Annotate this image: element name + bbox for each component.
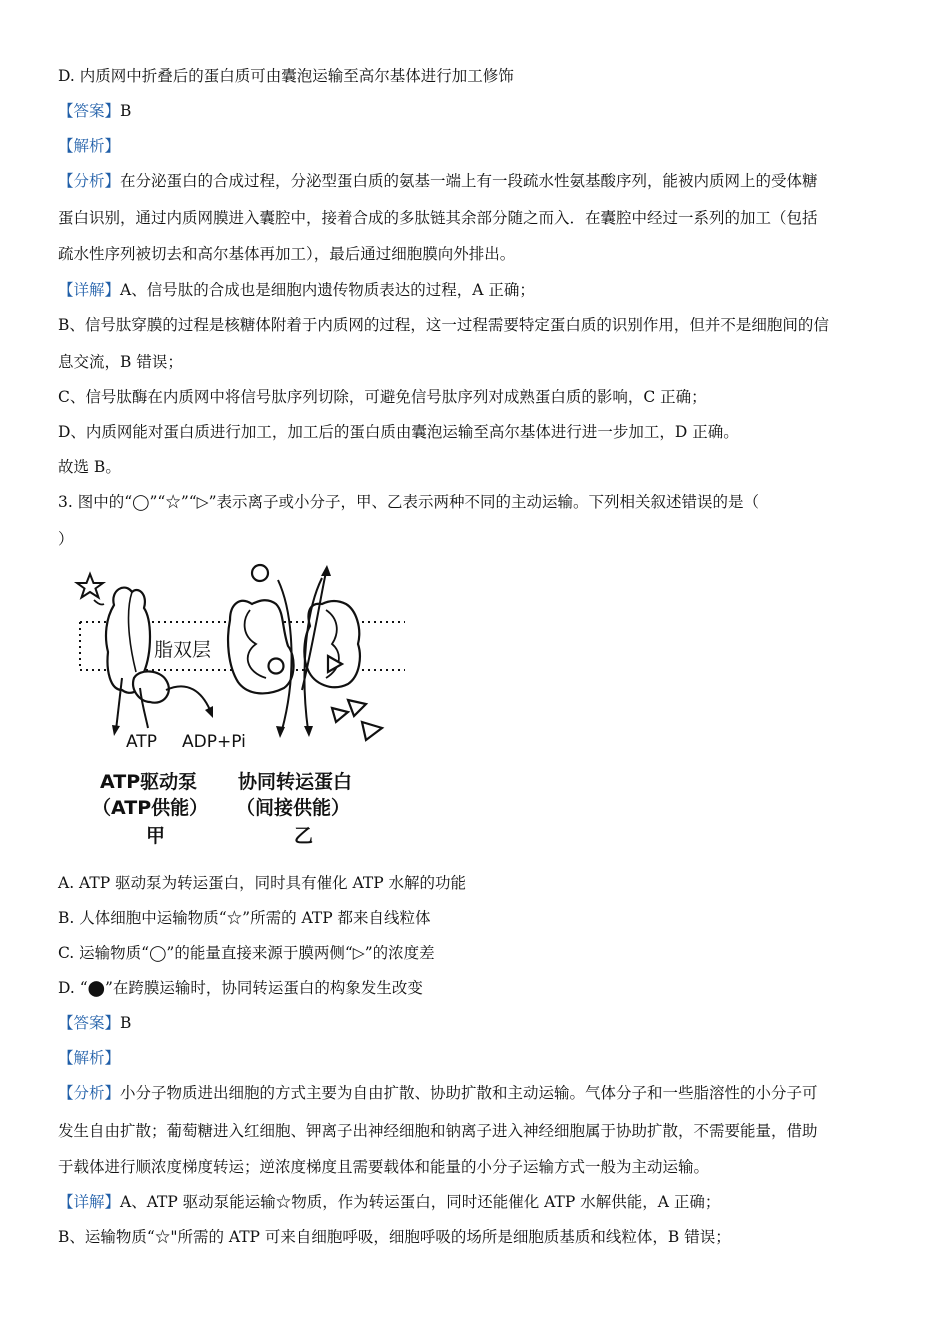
cotransport-energy: （间接供能） bbox=[236, 797, 351, 819]
option-a: A. ATP 驱动泵为转运蛋白，同时具有催化 ATP 水解的功能 bbox=[58, 874, 467, 892]
triangle-molecule-icon bbox=[362, 722, 382, 740]
star-molecule-icon bbox=[77, 574, 103, 598]
section-tag: 【答案】 bbox=[58, 1014, 121, 1032]
paragraph-line: 于载体进行顺浓度梯度转运；逆浓度梯度且需要载体和能量的小分子运输方式一般为主动运输。 bbox=[58, 1158, 710, 1176]
paragraph-line: 故选 B。 bbox=[58, 458, 121, 476]
option-c: C. 运输物质“◯”的能量直接来源于膜两侧“▷”的浓度差 bbox=[58, 944, 435, 962]
pump-id: 甲 bbox=[146, 825, 166, 847]
section-tag: 【分析】 bbox=[58, 1084, 121, 1102]
cotransport-protein-left bbox=[228, 600, 294, 693]
cotransport-name: 协同转运蛋白 bbox=[238, 771, 353, 793]
paragraph-line: 发生自由扩散；葡萄糖进入红细胞、钾离子出神经细胞和钠离子进入神经细胞属于协助扩散，不需要能量，借助 bbox=[58, 1122, 818, 1140]
section-tag: 【答案】 bbox=[58, 102, 121, 120]
paragraph-line: B、信号肽穿膜的过程是核糖体附着于内质网的过程，这一过程需要特定蛋白质的识别作用，但并不是细胞间的信 bbox=[58, 316, 829, 334]
paragraph-line: B、运输物质“☆"所需的 ATP 可来自细胞呼吸，细胞呼吸的场所是细胞质基质和线粒体，B 错误； bbox=[58, 1228, 731, 1246]
answer-label: 【答案】B bbox=[58, 102, 132, 120]
circle-in-protein-icon bbox=[269, 659, 284, 674]
section-tag: 【分析】 bbox=[58, 172, 121, 190]
option-b: B. 人体细胞中运输物质“☆”所需的 ATP 都来自线粒体 bbox=[58, 909, 431, 927]
paragraph-line: D、内质网能对蛋白质进行加工，加工后的蛋白质由囊泡运输至高尔基体进行进一步加工，D 正确。 bbox=[58, 423, 739, 441]
section-tag: 【详解】 bbox=[58, 1193, 121, 1211]
question-3-stem-end: ） bbox=[58, 530, 74, 548]
answer-label: 【答案】B bbox=[58, 1014, 132, 1032]
option-d: D. “⬤”在跨膜运输时，协同转运蛋白的构象发生改变 bbox=[58, 979, 423, 997]
pump-name: ATP驱动泵 bbox=[100, 771, 198, 793]
atp-binding-domain bbox=[133, 671, 169, 702]
analysis-label: 【解析】 bbox=[58, 137, 121, 155]
paragraph-line: 蛋白识别，通过内质网膜进入囊腔中，接着合成的多肽链其余部分随之而入．在囊腔中经过一系列的加工（包括 bbox=[58, 209, 818, 227]
question-3-stem: 3. 图中的“◯”“☆”“▷”表示离子或小分子，甲、乙表示两种不同的主动运输。下列相关叙述错误的是（ bbox=[58, 493, 760, 511]
paragraph-line: 【详解】A、ATP 驱动泵能运输☆物质，作为转运蛋白，同时还能催化 ATP 水解供能，A 正确； bbox=[58, 1193, 721, 1211]
transport-diagram bbox=[70, 560, 420, 855]
analysis-label: 【解析】 bbox=[58, 1049, 121, 1067]
membrane-label: 脂双层 bbox=[154, 639, 212, 661]
section-tag: 【详解】 bbox=[58, 281, 121, 299]
paragraph-line: 【分析】在分泌蛋白的合成过程，分泌型蛋白质的氨基一端上有一段疏水性氨基酸序列，能被内质网上的受体糖 bbox=[58, 172, 818, 190]
pump-energy: （ATP供能） bbox=[92, 797, 209, 819]
triangle-molecule-icon bbox=[348, 700, 366, 716]
triangle-molecule-icon bbox=[332, 708, 348, 722]
paragraph-line: 【详解】A、信号肽的合成也是细胞内遗传物质表达的过程，A 正确； bbox=[58, 281, 535, 299]
paragraph-line: 息交流，B 错误； bbox=[58, 353, 183, 371]
circle-molecule-icon bbox=[252, 565, 268, 581]
paragraph-line: 疏水性序列被切去和高尔基体再加工），最后通过细胞膜向外排出。 bbox=[58, 245, 516, 263]
atp-label: ATP bbox=[126, 732, 157, 752]
paragraph-line: C、信号肽酶在内质网中将信号肽序列切除，可避免信号肽序列对成熟蛋白质的影响，C 正确； bbox=[58, 388, 707, 406]
adp-label: ADP+Pi bbox=[182, 732, 246, 752]
paragraph-line: 【分析】小分子物质进出细胞的方式主要为自由扩散、协助扩散和主动运输。气体分子和一些脂溶性的小分子可 bbox=[58, 1084, 818, 1102]
option-d-q2: D. 内质网中折叠后的蛋白质可由囊泡运输至高尔基体进行加工修饰 bbox=[58, 67, 514, 85]
cotransport-id: 乙 bbox=[294, 825, 314, 847]
